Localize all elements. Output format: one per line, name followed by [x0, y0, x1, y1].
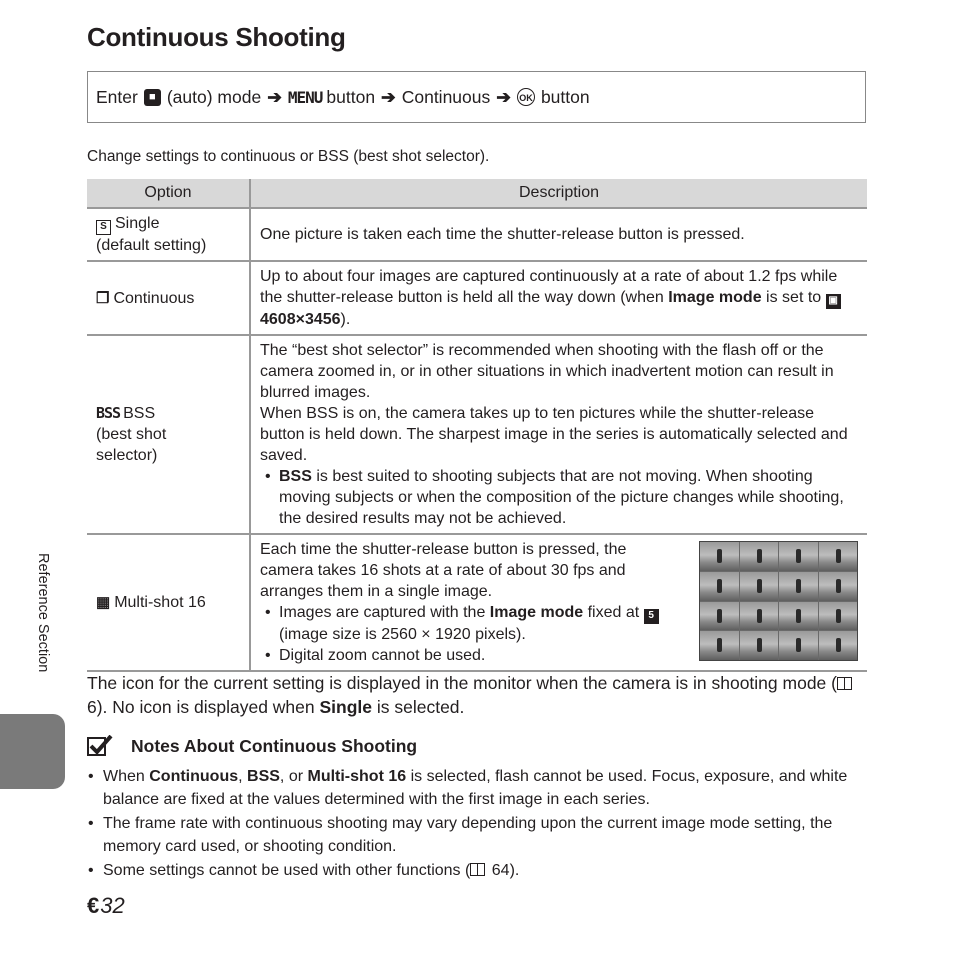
table-row [87, 261, 867, 335]
desc-bullets [260, 466, 858, 529]
desc-text: Images are captured with the [279, 604, 490, 621]
single-icon: S [96, 220, 111, 235]
option-cell [87, 261, 250, 335]
description-cell: One picture is taken each time the shutter-release button is pressed. [250, 208, 867, 261]
check-icon [87, 735, 113, 757]
desc-bold: BSS [279, 468, 312, 485]
continuous-icon: ❐ [96, 289, 110, 307]
menu-path-box [87, 71, 866, 123]
desc-bold: Image mode [489, 604, 584, 621]
side-section-label [29, 553, 53, 699]
menu-icon: MENU [287, 87, 323, 107]
option-cell [87, 534, 250, 671]
option-label: BSS [123, 405, 156, 422]
path-continuous: Continuous [401, 86, 491, 107]
desc-text: fixed at [583, 604, 644, 621]
options-table [87, 179, 867, 672]
multi-shot-icon: ▦ [96, 594, 111, 611]
description-cell [250, 261, 867, 335]
text: , [238, 768, 248, 785]
bss-icon: BSS [96, 404, 121, 422]
path-button: button [326, 86, 376, 107]
text: , or [279, 768, 308, 785]
header-description: Description [250, 179, 867, 208]
desc-text: Digital zoom cannot be used. [279, 647, 486, 664]
description-cell [250, 335, 867, 534]
option-sublabel: (default setting) [96, 237, 207, 254]
table-row [87, 335, 867, 534]
multi-shot-sample-image [699, 541, 858, 661]
option-cell [87, 335, 250, 534]
desc-text: Up to about four images are captured continuously at a rate of about 1.2 fps while the shutter-release button is held all the way down (when [260, 268, 838, 306]
option-sublabel: selector) [96, 447, 158, 464]
camera-icon: ■ [144, 89, 161, 106]
image-size-icon: ▣ [826, 294, 841, 309]
option-label: Continuous [113, 289, 195, 307]
option-sublabel: (best shot [96, 426, 167, 443]
reference-e-icon: € [87, 893, 100, 918]
text: 6). No icon is displayed when [87, 697, 320, 717]
desc-text: (image size is 2560 × 1920 pixels). [279, 626, 526, 643]
desc-bold: Image mode [668, 289, 762, 306]
desc-text: is best suited to shooting subjects that are not moving. When shooting moving subjects or when the composition of the picture changes while shooting, the desired results may not be achieved. [279, 468, 844, 527]
notes-list [87, 766, 883, 885]
option-label: Single [115, 215, 160, 232]
text-bold: Single [319, 697, 372, 717]
list-item [103, 813, 883, 858]
book-icon [470, 863, 485, 876]
arrow-icon: ➔ [267, 86, 282, 107]
path-enter: Enter [96, 86, 138, 107]
table-header [87, 179, 867, 208]
list-item [279, 645, 670, 666]
text-bold: Continuous [149, 768, 239, 785]
option-label: Multi-shot 16 [114, 594, 206, 611]
page-number [87, 893, 125, 919]
text-bold: Multi-shot 16 [307, 768, 407, 785]
intro-text: Change settings to continuous or BSS (best shot selector). [87, 148, 490, 165]
text: is selected. [372, 697, 465, 717]
side-label-text: Reference Section [35, 553, 51, 673]
option-cell [87, 208, 250, 261]
path-button: button [540, 86, 590, 107]
desc-text: ). [340, 311, 351, 328]
page-number-text: 32 [100, 893, 125, 918]
desc-bold: 4608×3456 [260, 311, 341, 328]
desc-bullets [260, 602, 670, 666]
text: 64). [487, 862, 520, 879]
text: When [103, 768, 150, 785]
text: Some settings cannot be used with other functions ( [103, 862, 471, 879]
desc-paragraph: The “best shot selector” is recommended when shooting with the flash off or the camera zoomed in, or in other situations in which inadvertent motion can result in blurred images. [260, 342, 834, 401]
list-item [103, 860, 883, 883]
text: The frame rate with continuous shooting may vary depending upon the current image mode setting, the memory card used, or shooting condition. [103, 815, 833, 855]
text: The icon for the current setting is displayed in the monitor when the camera is in shooting mode ( [87, 673, 837, 693]
text: is selected, flash cannot be used. Focus, exposure, and white balance are fixed at the values determined with the first image in each series. [103, 768, 848, 808]
arrow-icon: ➔ [381, 86, 396, 107]
table-row [87, 534, 867, 671]
description-cell [250, 534, 867, 671]
arrow-icon: ➔ [496, 86, 511, 107]
notes-heading [87, 735, 417, 757]
header-option: Option [87, 179, 250, 208]
list-item [279, 466, 858, 529]
book-icon [837, 677, 852, 690]
desc-paragraph: When BSS is on, the camera takes up to ten pictures while the shutter-release button is held down. The sharpest image in the series is automatically selected and saved. [260, 405, 848, 464]
table-row [87, 208, 867, 261]
icon-note-paragraph [87, 671, 867, 719]
list-item [103, 766, 883, 811]
text-bold: BSS [247, 768, 280, 785]
desc-paragraph: Each time the shutter-release button is pressed, the camera takes 16 shots at a rate of about 30 fps and arranges them in a single image. [260, 541, 627, 600]
list-item [279, 602, 670, 645]
page-title: Continuous Shooting [87, 22, 346, 52]
image-size-icon: 5 [644, 609, 659, 624]
section-tab [0, 714, 65, 789]
notes-heading-text: Notes About Continuous Shooting [131, 735, 418, 756]
ok-icon: OK [517, 88, 535, 106]
path-auto-mode: (auto) mode [166, 86, 262, 107]
desc-text: is set to [761, 289, 826, 306]
